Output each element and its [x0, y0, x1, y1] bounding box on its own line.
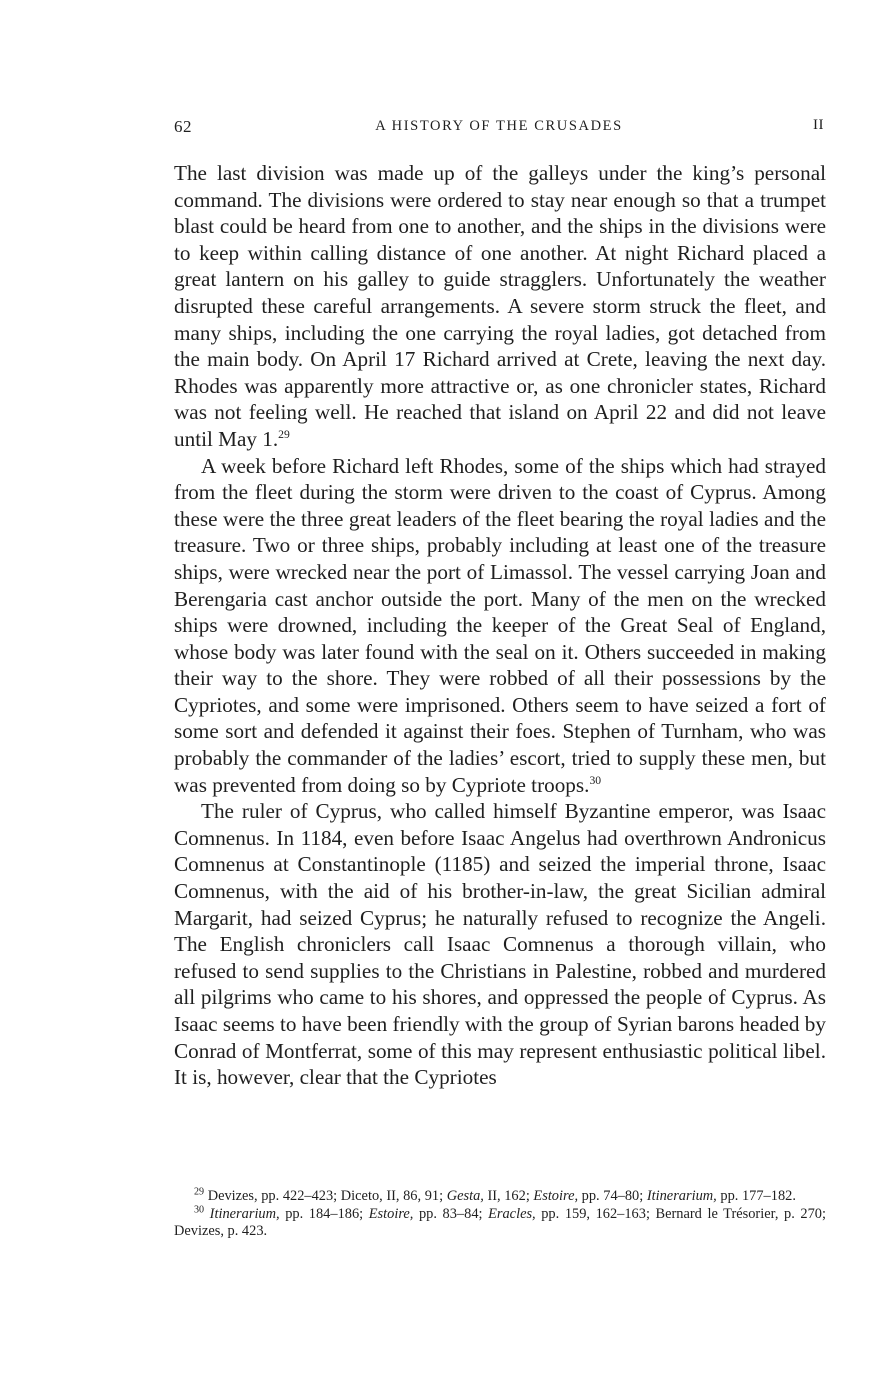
footnote-title: Itinerarium, — [646, 1188, 717, 1204]
footnote-text: pp. 159, 162–163; Bernard le Trésorier, p. 270; Devizes, p. 423. — [174, 1205, 826, 1240]
paragraph-2 — [174, 453, 826, 799]
footnote-ref-30: 30 — [589, 773, 602, 787]
footnote-text: pp. 74–80; — [578, 1188, 647, 1204]
footnote-title: Estoire, — [368, 1205, 414, 1222]
footnote-text: Devizes, pp. 422–423; Diceto, II, 86, 91; — [207, 1188, 447, 1204]
paragraph-3 — [174, 798, 826, 1091]
footnote-title: Gesta, — [446, 1188, 484, 1204]
paragraph-2-text: A week before Richard left Rhodes, some of the ships which had strayed from the fleet during the storm were driven to the coast of Cyprus. Among these were the three great leaders of the fleet bearing the royal ladies and the treasure. Two or three ships, probably including at least one of the treasure ships, were wrecked near the port of Limassol. The vessel carrying Joan and Berengaria cast anchor outside the port. Many of the men on the wrecked ships were drowned, including the keeper of the Great Seal of England, whose body was later found with the seal on it. Others succeeded in making their way to the shore. They were robbed of all their possessions by the Cypriotes, and some were imprisoned. Others seem to have seized a fort of some sort and defended it against their foes. Stephen of Turnham, who was probably the commander of the ladies’ escort, tried to supply these men, but was prevented from doing so by Cypriote troops. — [174, 453, 826, 797]
footnote-mark: 29 — [194, 1186, 205, 1198]
footnote-text: pp. 177–182. — [716, 1188, 796, 1204]
running-title: A HISTORY OF THE CRUSADES — [375, 118, 623, 134]
paragraph-1 — [174, 160, 826, 453]
paragraph-1-text: The last division was made up of the galleys under the king’s personal command. The divisions were ordered to stay near enough so that a trumpet blast could be heard from one to another, and the ships in the divisions were to keep within calling distance of one another. At night Richard placed a great lantern on his galley to guide stragglers. Unfortunately the weather disrupted these careful arrangements. A severe storm struck the fleet, and many ships, including the one carrying the royal ladies, got detached from the main body. On April 17 Richard arrived at Crete, leaving the next day. Rhodes was apparently more attractive or, as one chronicler states, Richard was not feeling well. He reached that island on April 22 and did not leave until May 1. — [174, 161, 826, 451]
running-header — [174, 117, 824, 139]
footnote-mark: 30 — [194, 1204, 205, 1216]
footnote-text: II, 162; — [483, 1188, 534, 1204]
footnote-title: Eracles, — [488, 1205, 536, 1222]
footnote-text: pp. 184–186; — [279, 1205, 369, 1222]
footnote-ref-29: 29 — [278, 427, 290, 441]
footnote-title: Itinerarium, — [209, 1205, 280, 1222]
footnote-29 — [174, 1188, 826, 1206]
footnote-30 — [174, 1206, 826, 1241]
volume-number: II — [813, 117, 824, 133]
footnotes — [174, 1188, 826, 1241]
footnote-text: pp. 83–84; — [413, 1205, 489, 1222]
paragraph-3-text: The ruler of Cyprus, who called himself Byzantine emperor, was Isaac Comnenus. In 1184, even before Isaac Angelus had overthrown Andronicus Comnenus at Constantinople (1185) and seized the imperial throne, Isaac Comnenus, with the aid of his brother-in-law, the great Sicilian admiral Margarit, had seized Cyprus; he naturally refused to recognize the Angeli. The English chroniclers call Isaac Comnenus a thorough villain, who refused to send supplies to the Christians in Palestine, robbed and murdered all pilgrims who came to his shores, and oppressed the people of Cyprus. As Isaac seems to have been friendly with the group of Syrian barons headed by Conrad of Montferrat, some of this may represent enthusiastic political libel. It is, however, clear that the Cypriotes — [174, 799, 826, 1090]
footnote-title: Estoire, — [533, 1188, 579, 1204]
main-text — [174, 160, 826, 1091]
page-number: 62 — [174, 117, 192, 136]
